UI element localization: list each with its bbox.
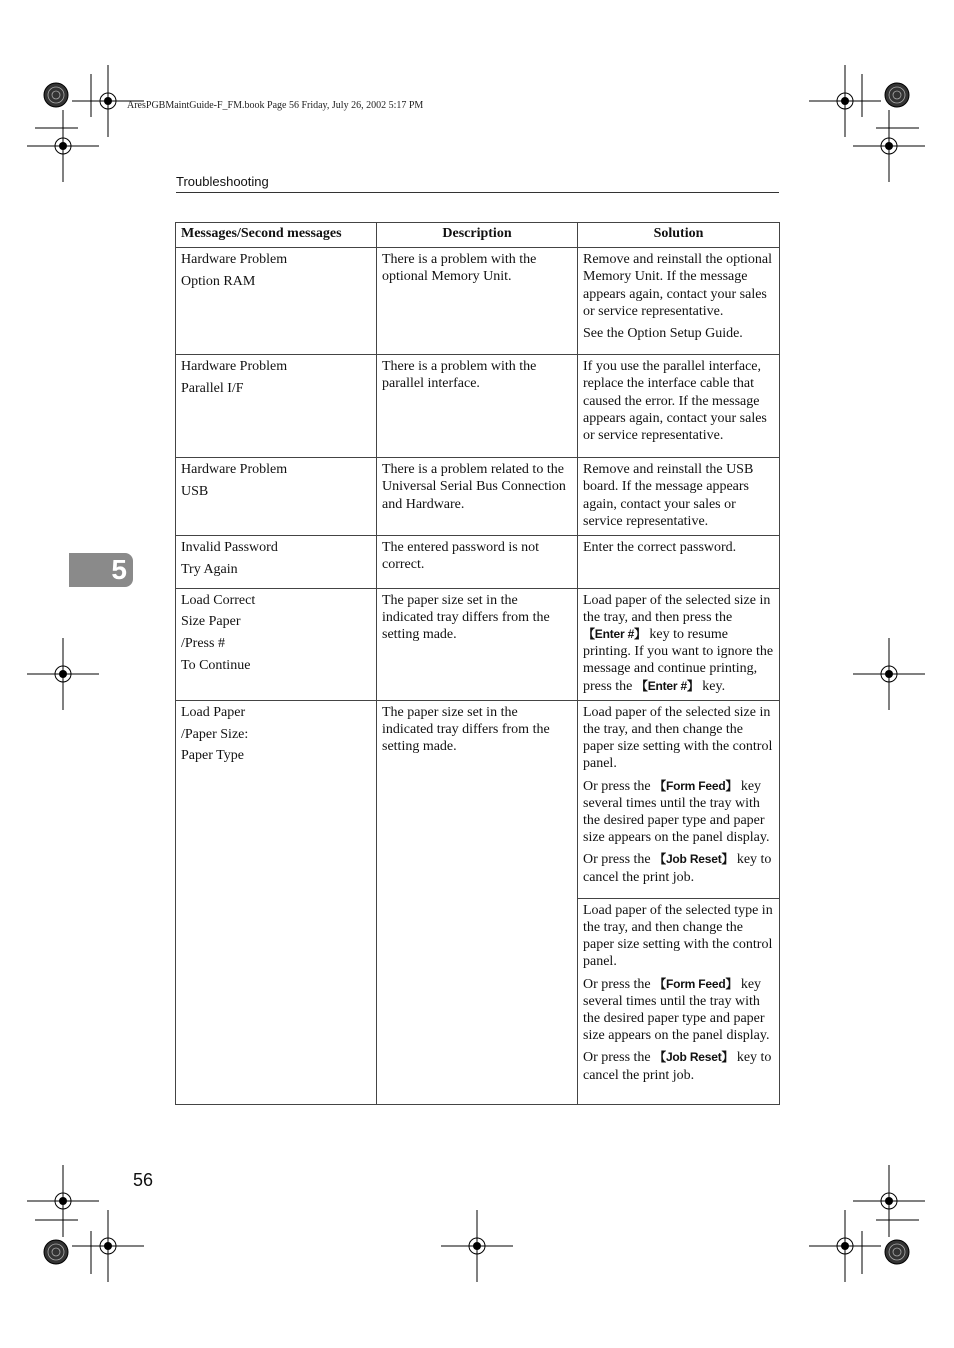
- description-cell: The entered password is not correct.: [377, 536, 578, 589]
- header-rule: [176, 192, 779, 193]
- solution-text: Remove and reinstall the optional Memory Unit. If the message appears again, contact your sales or service representative.: [583, 252, 772, 319]
- column-header-messages: Messages/Second messages: [176, 223, 377, 248]
- file-info: AresPGBMaintGuide-F_FM.book Page 56 Friday, July 26, 2002 5:17 PM: [127, 100, 424, 111]
- message-cell: [176, 700, 377, 1104]
- solution-cell: [578, 898, 780, 1104]
- message-line: Load Paper: [181, 704, 246, 720]
- solution-paragraph: [583, 251, 774, 320]
- solution-paragraph: [583, 778, 774, 847]
- crop-mark-top-left-icon: [27, 65, 144, 182]
- key-label: 【Job Reset】: [654, 1050, 734, 1065]
- message-line: /Paper Size:: [181, 726, 249, 742]
- message-line: USB: [181, 484, 209, 499]
- crop-mark-left-middle-icon: [27, 638, 99, 710]
- description-cell: There is a problem related to the Universal Serial Bus Connection and Hardware.: [377, 458, 578, 536]
- solution-text: Load paper of the selected size in the tray, and then change the paper size setting with the control panel.: [583, 704, 773, 772]
- message-line: To Continue: [181, 658, 251, 673]
- solution-text: Or press the: [583, 778, 655, 794]
- table-row: [176, 536, 780, 589]
- solution-text: Load paper of the selected type in the tray, and then change the paper size setting with the control panel.: [583, 902, 773, 970]
- table-row: [176, 458, 780, 536]
- solution-text: key several times until the tray with the desired paper type and paper size appears on the panel display.: [583, 778, 770, 846]
- solution-text: Remove and reinstall the USB board. If the message appears again, contact your sales or service representative.: [583, 462, 754, 529]
- message-line: Hardware Problem: [181, 462, 288, 478]
- solution-text: Or press the: [583, 1050, 655, 1066]
- message-line: Paper Type: [181, 748, 244, 764]
- message-line: Hardware Problem: [181, 359, 288, 375]
- solution-cell: [578, 588, 780, 700]
- solution-text: If you use the parallel interface, replace the interface cable that caused the error. If the message appears again, contact your sales or service representative.: [583, 359, 767, 444]
- table-header-row: [176, 223, 780, 248]
- chapter-tab: 5: [69, 553, 133, 587]
- message-line: Option RAM: [181, 274, 256, 289]
- message-line: Hardware Problem: [181, 252, 288, 268]
- key-label: 【Enter #】: [583, 627, 646, 642]
- crop-mark-bottom-right-icon: [809, 1165, 925, 1282]
- crop-mark-right-middle-icon: [853, 638, 925, 710]
- message-cell: [176, 248, 377, 355]
- message-cell: [176, 588, 377, 700]
- message-line: Parallel I/F: [181, 381, 244, 396]
- message-cell: [176, 355, 377, 458]
- description-cell: There is a problem with the optional Memory Unit.: [377, 248, 578, 355]
- key-label: 【Job Reset】: [654, 852, 734, 867]
- page-number: 56: [133, 1170, 154, 1190]
- message-line: Try Again: [181, 561, 238, 577]
- description-cell: The paper size set in the indicated tray differs from the setting made.: [377, 700, 578, 1104]
- solution-text: Or press the: [583, 852, 655, 868]
- message-line: Invalid Password: [181, 540, 278, 556]
- solution-text: Load paper of the selected size in the tray, and then press the: [583, 592, 771, 625]
- solution-paragraph: [583, 325, 774, 342]
- key-label: 【Enter #】: [635, 678, 699, 693]
- section-header: Troubleshooting: [176, 174, 269, 189]
- crop-mark-bottom-center-icon: [441, 1210, 513, 1282]
- solution-paragraph: [583, 851, 774, 885]
- solution-paragraph: [583, 902, 774, 971]
- crop-mark-top-right-icon: [809, 65, 925, 182]
- description-cell: There is a problem with the parallel interface.: [377, 355, 578, 458]
- message-line: Load Correct: [181, 592, 256, 608]
- solution-cell: [578, 458, 780, 536]
- solution-text: key to resume printing. If you want to ignore the message and continue printing, press the: [583, 627, 774, 694]
- table-row: [176, 700, 780, 898]
- solution-paragraph: [583, 976, 774, 1045]
- solution-paragraph: [583, 1049, 774, 1083]
- column-header-description: Description: [377, 223, 578, 248]
- solution-cell: [578, 248, 780, 355]
- solution-text: See the Option Setup Guide.: [583, 326, 743, 342]
- message-line: /Press #: [181, 636, 225, 652]
- table-row: [176, 248, 780, 355]
- message-cell: [176, 536, 377, 589]
- column-header-solution: Solution: [578, 223, 780, 248]
- description-cell: The paper size set in the indicated tray differs from the setting made.: [377, 588, 578, 700]
- solution-cell: [578, 700, 780, 898]
- solution-text: Or press the: [583, 976, 655, 992]
- solution-text: key.: [698, 678, 726, 694]
- table-row: [176, 355, 780, 458]
- solution-paragraph: [583, 461, 774, 530]
- solution-paragraph: [583, 704, 774, 773]
- solution-cell: [578, 355, 780, 458]
- message-cell: [176, 458, 377, 536]
- solution-text: Enter the correct password.: [583, 540, 737, 556]
- solution-paragraph: [583, 539, 774, 556]
- solution-paragraph: [583, 592, 774, 695]
- solution-paragraph: [583, 358, 774, 444]
- key-label: 【Form Feed】: [654, 778, 738, 793]
- solution-text: key several times until the tray with the desired paper type and paper size appears on the panel display.: [583, 976, 770, 1044]
- solution-text: key to cancel the print job.: [583, 1050, 772, 1083]
- messages-table: [175, 222, 780, 1105]
- message-line: Size Paper: [181, 614, 241, 630]
- solution-text: key to cancel the print job.: [583, 852, 772, 885]
- crop-mark-bottom-left-icon: [27, 1165, 144, 1282]
- solution-cell: [578, 536, 780, 589]
- table-row: [176, 588, 780, 700]
- key-label: 【Form Feed】: [654, 976, 738, 991]
